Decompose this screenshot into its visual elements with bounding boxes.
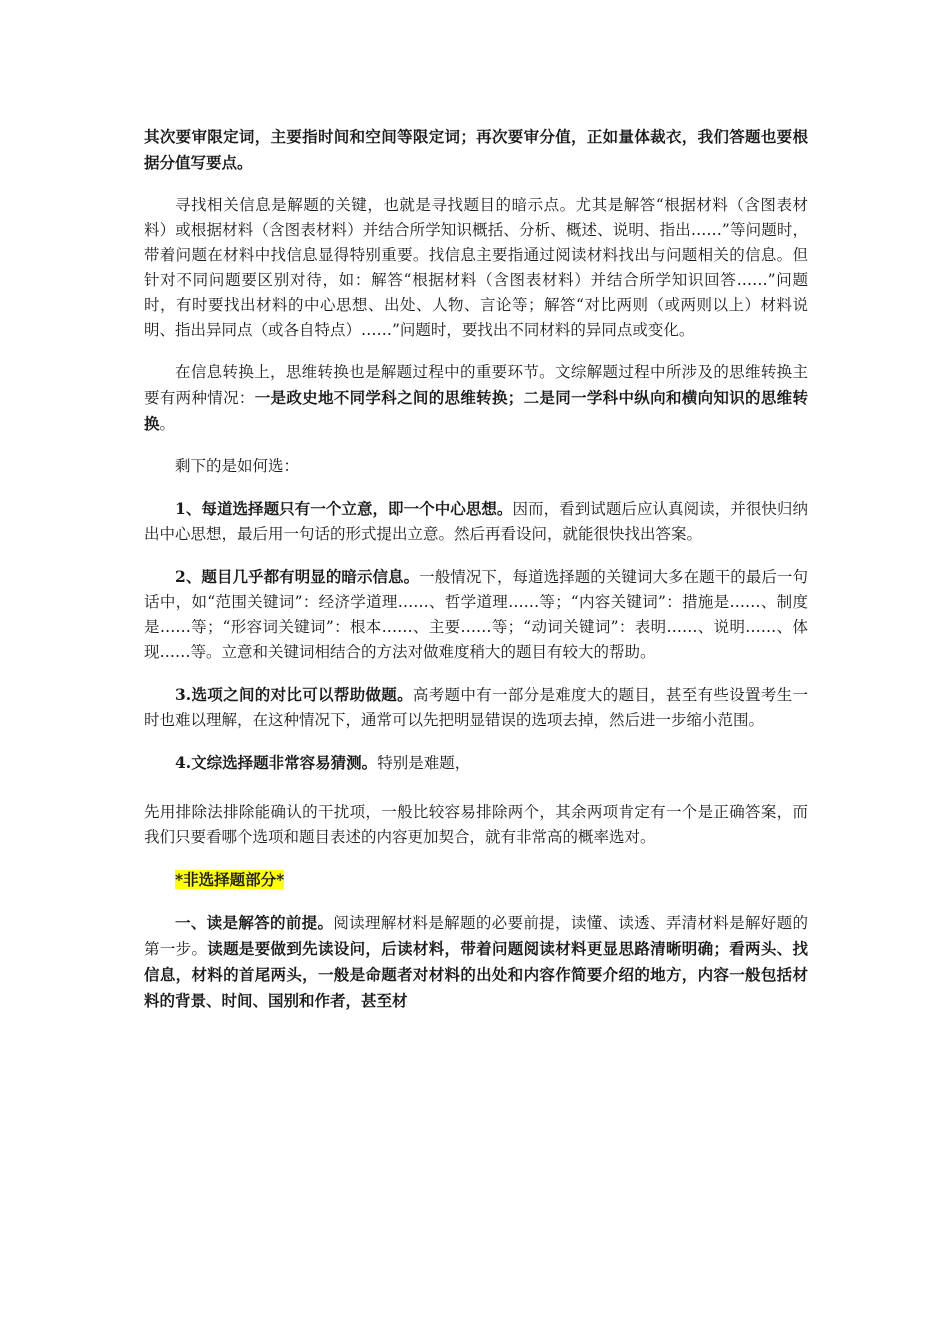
- paragraph-1-bold: 其次要审限定词，主要指时间和空间等限定词；再次要审分值，正如量体裁衣，我们答题也要根据分值写要点。: [144, 127, 808, 172]
- document-page: [144, 124, 808, 1031]
- paragraph-5: [144, 496, 808, 547]
- paragraph-3-bold: 一是政史地不同学科之间的思维转换；二是同一学科中纵向和横向知识的思维转换: [144, 388, 808, 433]
- paragraph-10: [144, 910, 808, 1014]
- paragraph-1: [144, 124, 808, 176]
- paragraph-2-text: 寻找相关信息是解题的关键，也就是寻找题目的暗示点。尤其是解答“根据材料（含图表材料）或根据材料（含图表材料）并结合所学知识概括、分析、概述、说明、指出……”等问题时，带着问题在材料中找信息显得特别重要。找信息主要指通过阅读材料找出与问题相关的信息。但针对不同问题要区别对待，如：解答“根据材料（含图表材料）并结合所学知识回答……”问题时，有时要找出材料的中心思想、出处、人物、言论等；解答“对比两则（或两则以上）材料说明、指出异同点（或各自特点）……”问题时，要找出不同材料的异同点或变化。: [144, 196, 808, 339]
- paragraph-6-bold: 2、题目几乎都有明显的暗示信息。: [175, 567, 420, 586]
- paragraph-3: [144, 360, 808, 437]
- paragraph-7-bold: 3.选项之间的对比可以帮助做题。: [175, 685, 413, 704]
- paragraph-8-bold: 4.文综选择题非常容易猜测。: [175, 753, 378, 772]
- paragraph-7-text: 高考题中有一部分是难度大的题目，甚至有些设置考生一时也难以理解，在这种情况下，通常可以先把明显错误的选项去掉，然后进一步缩小范围。: [144, 686, 808, 729]
- paragraph-10-bold-2: 读题是要做到先读设问，后读材料，带着问题阅读材料更显思路清晰明确；看两头、找信息，材料的首尾两头，一般是命题者对材料的出处和内容作简要介绍的地方，内容一般包括材料的背景、时间、国别和作者，甚至材: [144, 939, 808, 1010]
- paragraph-6: [144, 564, 808, 665]
- paragraph-8-text: 特别是难题，: [377, 754, 471, 772]
- paragraph-7: [144, 682, 808, 733]
- paragraph-5-bold: 1、每道选择题只有一个立意，即一个中心思想。: [175, 499, 513, 518]
- paragraph-4-text: 剩下的是如何选：: [175, 457, 300, 475]
- paragraph-5-text: 因而，看到试题后应认真阅读，并很快归纳出中心思想，最后用一句话的形式提出立意。然后再看设问，就能很快找出答案。: [144, 500, 808, 543]
- section-heading-paragraph: [144, 867, 808, 893]
- paragraph-9: [144, 800, 808, 850]
- section-heading: *非选择题部分*: [175, 870, 285, 889]
- paragraph-6-text: 一般情况下，每道选择题的关键词大多在题干的最后一句话中，如“范围关键词”：经济学道理……、哲学道理……等；“内容关键词”：措施是……、制度是……等；“形容词关键词”：根本……、主要……等；“动词关键词”：表明……、说明……、体现……等。立意和关键词相结合的方法对做难度稍大的题目有较大的帮助。: [144, 568, 808, 661]
- paragraph-10-bold-1: 一、读是解答的前提。: [175, 913, 334, 932]
- paragraph-3-text: 在信息转换上，思维转换也是解题过程中的重要环节。文综解题过程中所涉及的思维转换主要有两种情况：: [144, 363, 808, 407]
- paragraph-8: [144, 750, 808, 776]
- paragraph-4: [144, 454, 808, 479]
- paragraph-2: [144, 193, 808, 343]
- paragraph-10-text-1: 阅读理解材料是解题的必要前提，读懂、读透、弄清材料是解好题的第一步。: [144, 914, 808, 958]
- paragraph-9-text: 先用排除法排除能确认的干扰项，一般比较容易排除两个，其余两项肯定有一个是正确答案，而我们只要看哪个选项和题目表述的内容更加契合，就有非常高的概率选对。: [144, 803, 808, 846]
- paragraph-3-tail: 。: [159, 415, 176, 433]
